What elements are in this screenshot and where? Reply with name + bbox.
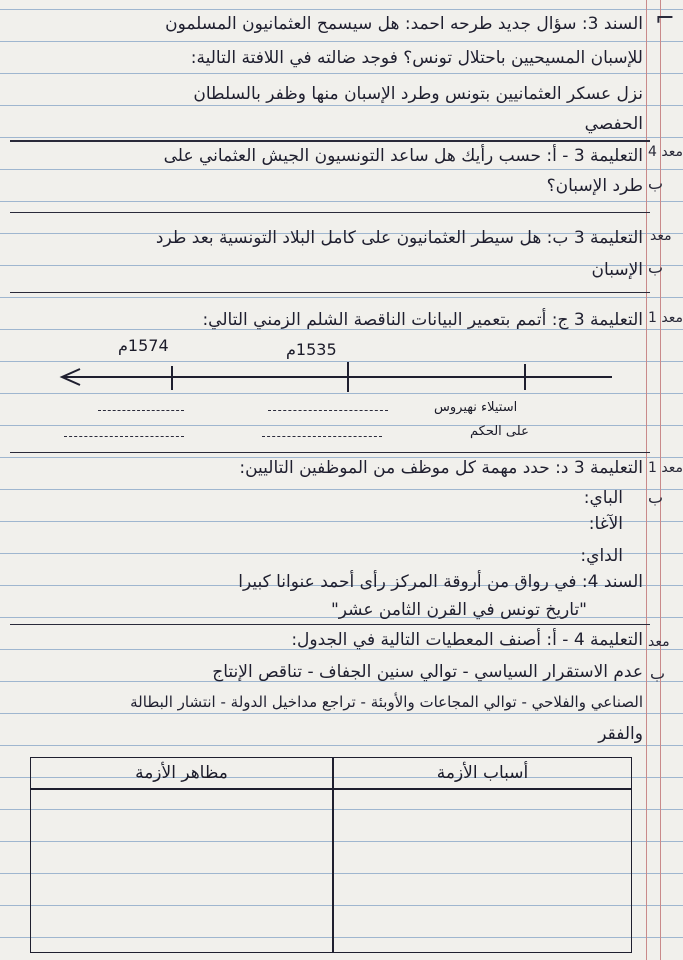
answer-mark: ب [648, 488, 664, 507]
answer-mark: ب [648, 174, 664, 193]
role-agha: الآغا: [588, 514, 623, 534]
task-3c-instruction: التعليمة 3 ج: أتمم بتعمير البيانات الناقصة الشلم الزمني التالي: [202, 310, 643, 330]
task-4a-instruction: التعليمة 4 - أ: أصنف المعطيات التالية في الجدول: [291, 630, 643, 650]
answer-blank[interactable] [98, 410, 184, 411]
margin-criterion: معد [648, 634, 670, 650]
task-4a-line-2: الصناعي والفلاحي - توالي المجاعات والأوبئة - تراجع مداخيل الدولة - انتشار البطالة [130, 693, 643, 711]
source4-line-1: السند 4: في رواق من أروقة المركز رأى أحمد عنوانا كبيرا [238, 572, 643, 592]
answer-mark: ب [648, 258, 664, 277]
task-3d-instruction: التعليمة 3 د: حدد مهمة كل موظف من الموظفين التاليين: [239, 458, 643, 478]
answer-mark: ب [650, 664, 666, 683]
source3-line-1: السند 3: سؤال جديد طرحه احمد: هل سيسمح العثمانيون المسلمون [165, 14, 643, 34]
source3-line-2: للإسبان المسيحيين باحتلال تونس؟ فوجد ضالته في اللافتة التالية: [190, 48, 643, 68]
table-header-manifestations: مظاهر الأزمة [135, 763, 228, 783]
margin-criterion: معد [650, 228, 672, 244]
event-label: استيلاء نهيروس [434, 400, 518, 415]
table-header-causes: أسباب الأزمة [436, 763, 529, 783]
task-4a-line-1: عدم الاستقرار السياسي - توالي سنين الجفاف - تناقص الإنتاج [212, 662, 643, 682]
answer-blank[interactable] [262, 436, 382, 437]
margin-criterion: معد 1 [648, 460, 683, 476]
role-dey: الداي: [580, 546, 623, 566]
table-cell-manifestations[interactable] [31, 790, 332, 952]
event-label: على الحكم [470, 424, 529, 439]
source3-line-4: الحفصي [584, 114, 643, 134]
task-3a-line-1: التعليمة 3 - أ: حسب رأيك هل ساعد التونسيون الجيش العثماني على [163, 146, 643, 166]
answer-blank[interactable] [268, 410, 388, 411]
date-label-1574: 1574م [118, 336, 169, 355]
role-bey: الباي: [583, 488, 623, 508]
task-3b-line-2: الإسبان [591, 260, 643, 280]
task-3b-line-1: التعليمة 3 ب: هل سيطر العثمانيون على كامل البلاد التونسية بعد طرد [155, 228, 643, 248]
answer-blank[interactable] [64, 436, 184, 437]
margin-criterion: معد 4 [648, 144, 683, 160]
task-3a-line-2: طرد الإسبان؟ [546, 176, 643, 196]
margin-criterion: معد 1 [648, 310, 683, 326]
task-4a-line-3: والفقر [598, 724, 643, 744]
classification-table [30, 757, 632, 953]
source3-line-3: نزل عسكر العثمانيين بتونس وطرد الإسبان منها وظفر بالسلطان [193, 84, 643, 104]
table-cell-causes[interactable] [334, 790, 631, 952]
source4-line-2: "تاريخ تونس في القرن الثامن عشر" [330, 600, 587, 620]
date-label-1535: 1535م [286, 340, 337, 359]
page-corner-mark: ⌐ [654, 4, 675, 32]
